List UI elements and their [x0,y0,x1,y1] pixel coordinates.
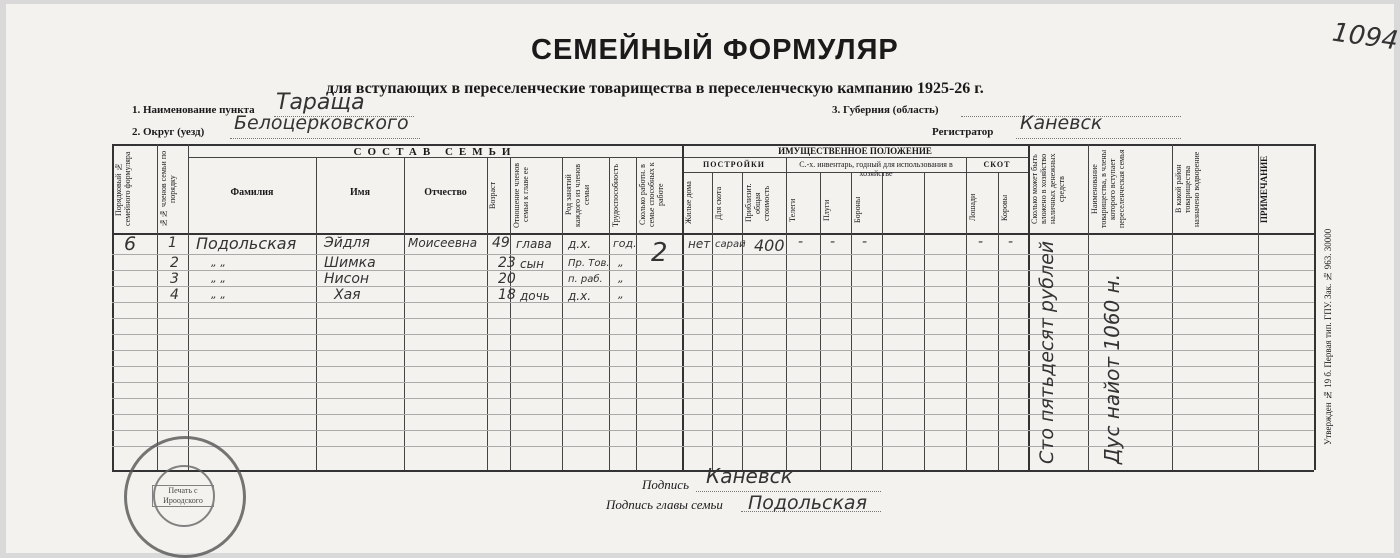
col-ploughs-header: Плуги [822,199,831,221]
row-serial: 6 [124,233,137,255]
registrar-label: Регистратор [932,126,994,138]
col-age-header: Возраст [488,181,497,209]
col-region-header: В какой район товарищества назначено водворение [1174,151,1201,227]
head-signature-label: Подпись главы семьи [606,497,723,512]
official-stamp [124,436,246,558]
col-workers-header: Сколько работн. в семье способных к работе [638,162,665,228]
form-subtitle: для вступающих в переселенческие товарищества в переселенческую кампанию 1925-26 г. [326,80,984,97]
col-notes-header: ПРИМЕЧАНИЕ [1259,155,1269,223]
row-harrows: - [862,234,868,250]
col-occupation-header: Род занятий каждого из членов семьи [564,163,591,227]
col-horses-header: Лошади [968,193,977,222]
col-patronymic-header: Отчество [424,187,467,198]
row-capacity: „ [618,256,624,269]
print-info: Утвержден № 19 б. Первая тип. ГПУ. Зак. № 963. 30000 [1323,228,1333,445]
row-capacity: „ [618,272,624,285]
col-cows-header: Коровы [1000,194,1009,221]
row-member-no: 2 [170,255,179,271]
row-cows: - [1008,234,1014,250]
row-occupation: д.х. [568,237,592,251]
row-relation: глава [516,237,552,251]
form-sheet [6,4,1400,553]
row-surname: „ „ [211,272,226,285]
group-livestock-header: СКОТ [983,160,1011,169]
col-capacity-header: Трудоспособность [611,163,620,227]
row-capacity: „ [618,288,624,301]
partnership-note: Дус найот 1060 н. [1100,273,1124,464]
row-ploughs: - [830,234,836,250]
col-cattle-shed-header: Для скота [714,186,723,220]
head-signature-value: Подольская [748,492,868,514]
row-relation: сын [520,257,544,271]
row-member-no: 4 [170,287,179,303]
row-age: 23 [498,255,516,271]
row-age: 18 [498,287,516,303]
registrar-line [1016,138,1181,139]
registrar-value: Каневск [1020,112,1103,134]
signature-value: Каневск [706,464,793,488]
row-surname: „ „ [211,288,226,301]
row-surname: „ „ [211,256,226,269]
col-relation-header: Отношение членов семьи к главе ее [512,162,530,228]
row-workers: 2 [651,238,668,268]
province-label: 3. Губерния (область) [832,104,939,116]
row-carts: - [798,234,804,250]
row-name: Шимка [324,255,376,271]
col-name-header: Имя [350,187,370,198]
district-label: 2. Округ (уезд) [132,126,205,138]
row-occupation: п. раб. [568,274,603,285]
point-label: 1. Наименование пункта [132,104,255,116]
group-buildings-header: ПОСТРОЙКИ [703,160,765,169]
row-age: 20 [498,271,516,287]
district-value: Белоцерковского [234,112,409,134]
col-houses-header: Жилые дома [684,181,693,225]
row-member-no: 3 [170,271,179,287]
row-occupation: Пр. Тов. [568,258,610,269]
corner-number: 1094 [1330,17,1400,57]
row-patronymic: Моисеевна [408,236,478,250]
group-family-header: СОСТАВ СЕМЬИ [353,146,517,158]
col-harrows-header: Бороны [853,196,862,224]
col-serial-header: Порядковый № семейного формуляра [114,151,132,227]
row-occupation: д.х. [568,289,592,303]
col-carts-header: Телеги [788,198,797,222]
row-name: Нисон [324,271,370,287]
form-title: СЕМЕЙНЫЙ ФОРМУЛЯР [531,34,899,66]
row-relation: дочь [520,289,550,303]
col-partnership-header: Наименование товарищества, в члены которого вступает переселенческая семья [1090,149,1126,229]
row-cattle-shed: сарай [715,239,746,250]
point-value: Тараща [276,90,365,115]
signature-label: Подпись [642,477,689,492]
row-surname: Подольская [196,234,297,253]
group-inventory-header: С.-х. инвентарь, годный для использования в хозяйстве [799,160,953,178]
row-member-no: 1 [168,235,177,251]
row-houses: нет [688,237,711,251]
stamp-text: Печать с Ироодского [152,485,214,507]
group-property-header: ИМУЩЕСТВЕННОЕ ПОЛОЖЕНИЕ [778,146,932,156]
col-member-no-header: №№ членов семьи по порядку [159,150,177,228]
row-horses: - [978,234,984,250]
row-value: 400 [754,236,785,255]
district-line [230,138,420,139]
row-age: 49 [492,235,510,251]
col-cash-header: Сколько может быть вложено в хозяйство наличных денежных средств [1030,153,1066,225]
col-surname-header: Фамилия [230,187,274,198]
row-name: Хая [334,287,361,303]
row-capacity: год. [613,237,637,250]
col-value-header: Приблизит. общая стоимость [744,183,771,223]
cash-note: Сто пятьдесят рублей [1036,240,1058,464]
row-name: Эйдля [324,235,370,251]
